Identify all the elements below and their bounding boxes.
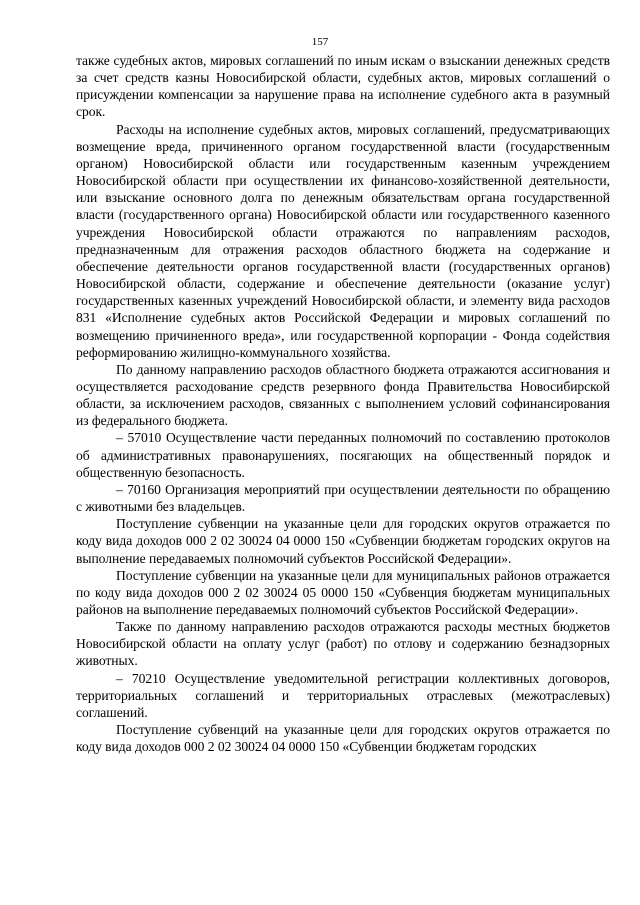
paragraph-damage-compensation: Расходы на исполнение судебных актов, мировых соглашений, предусматривающих возмещение вреда, причиненного органом государственной власти (государственным органом) Новосибирской области или государственным казенным учреждением Новосибирской области при осуществлении их финансово-хозяйственной деятельности, или взыскание основного долга по денежным обязательствам органа государственной власти (государственного органа) Новосибирской области или государственного казенного учреждения Новосибирской области отражаются по направлениям расходов, предназначенным для отражения расходов областного бюджета на содержание и обеспечение деятельности органов государственной власти (государственных органов) Новосибирской области, содержание и обеспечение деятельности (оказание услуг) государственных казенных учреждений Новосибирской области, и элементу вида расходов 831 «Исполнение судебных актов Российской Федерации и мировых соглашений по возмещению причиненного вреда», или государственной корпорации - Фонда содействия реформированию жилищно-коммунального хозяйства. [76, 121, 610, 360]
paragraph-subvention-city-districts: Поступление субвенции на указанные цели для городских округов отражается по коду вида доходов 000 2 02 30024 04 0000 150 «Субвенции бюджетам городских округов на выполнение передаваемых полномочий субъектов Российской Федерации». [76, 516, 610, 566]
document-body [76, 52, 610, 755]
paragraph-70210: – 70210 Осуществление уведомительной регистрации коллективных договоров, территориальных соглашений и территориальных отраслевых (межотраслевых) соглашений. [76, 670, 610, 720]
paragraph-court-acts-continuation: также судебных актов, мировых соглашений по иным искам о взыскании денежных средств за счет средств казны Новосибирской области, судебных актов, мировых соглашений о присуждении компенсации за нарушение права на исполнение судебного акта в разумный срок. [76, 53, 610, 120]
paragraph-70160: – 70160 Организация мероприятий при осуществлении деятельности по обращению с животными без владельцев. [76, 481, 610, 515]
paragraph-57010: – 57010 Осуществление части переданных полномочий по составлению протоколов об административных правонарушениях, посягающих на общественный порядок и общественную безопасность. [76, 430, 610, 480]
paragraph-stray-animals: Также по данному направлению расходов отражаются расходы местных бюджетов Новосибирской области на оплату услуг (работ) по отлову и содержанию безнадзорных животных. [76, 619, 610, 669]
paragraph-reserve-fund: По данному направлению расходов областного бюджета отражаются ассигнования и осуществляется расходование средств резервного фонда Правительства Новосибирской области, за исключением расходов, связанных с выполнением условий софинансирования из федерального бюджета. [76, 361, 610, 429]
paragraph-subvention-city-districts-2: Поступление субвенций на указанные цели для городских округов отражается по коду вида доходов 000 2 02 30024 04 0000 150 «Субвенции бюджетам городских [76, 722, 610, 755]
paragraph-subvention-municipal-districts: Поступление субвенции на указанные цели для муниципальных районов отражается по коду вида доходов 000 2 02 30024 05 0000 150 «Субвенция бюджетам муниципальных районов на выполнение передаваемых полномочий субъектов Российской Федерации». [76, 567, 610, 617]
page-number: 157 [311, 36, 329, 48]
